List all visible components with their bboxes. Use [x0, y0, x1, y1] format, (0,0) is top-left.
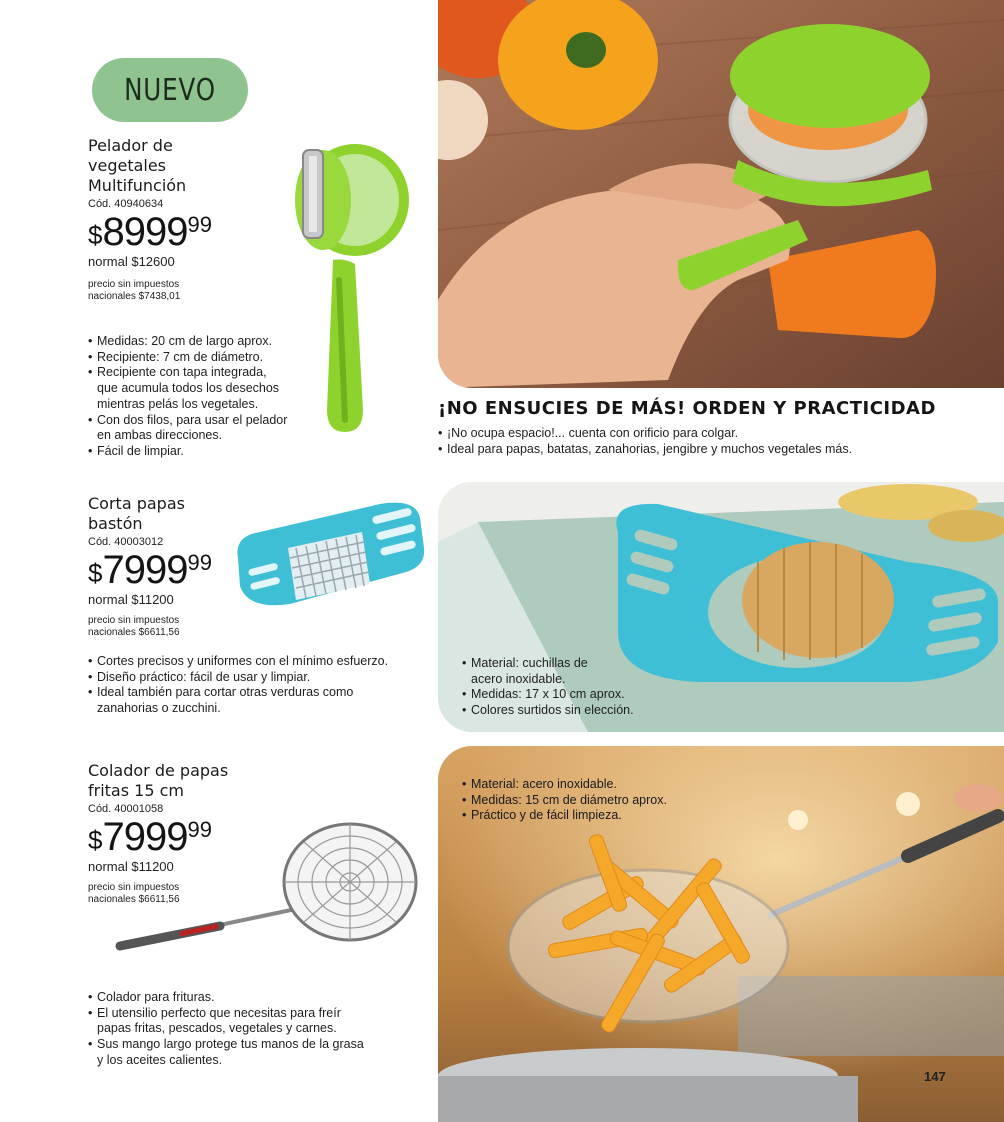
strainer-product-image: [100, 822, 420, 962]
list-item: • Colador para frituras.: [88, 990, 418, 1006]
list-item: • El utensilio perfecto que necesitas para freír papas fritas, pescados, vegetales y carnes.: [88, 1006, 418, 1037]
peeler-photo-illustration: [438, 0, 1004, 388]
product-price: $ 7999 99: [88, 548, 212, 592]
list-item: • Diseño práctico: fácil de usar y limpiar.: [88, 670, 418, 686]
product-title: Colador de papas fritas 15 cm: [88, 761, 229, 800]
product-strainer-bullets: [88, 990, 418, 1069]
list-item: • Sus mango largo protege tus manos de la grasa y los aceites calientes.: [88, 1037, 418, 1068]
product-price: $ 8999 99: [88, 210, 212, 254]
normal-price: normal $12600: [88, 254, 175, 269]
product-title: Corta papas bastón: [88, 494, 185, 533]
page-number: 147: [924, 1069, 946, 1084]
list-item: • Medidas: 20 cm de largo aprox.: [88, 334, 328, 350]
list-item: • Colores surtidos sin elección.: [462, 703, 692, 719]
list-item: • ¡No ocupa espacio!... cuenta con orificio para colgar.: [438, 426, 998, 442]
normal-price: normal $11200: [88, 859, 174, 874]
product-code: Cód. 40003012: [88, 536, 164, 548]
strainer-photo-bullets: [462, 777, 762, 824]
tax-note: precio sin impuestos nacionales $6611,56: [88, 615, 180, 638]
nuevo-badge-label: NUEVO: [124, 72, 216, 108]
list-item: • Ideal para papas, batatas, zanahorias, jengibre y muchos vegetales más.: [438, 442, 998, 458]
nuevo-badge: [92, 58, 248, 122]
cutter-photo-bullets: [462, 656, 692, 719]
list-item: • Recipiente: 7 cm de diámetro.: [88, 350, 328, 366]
list-item: • Medidas: 17 x 10 cm aprox.: [462, 687, 692, 703]
list-item: • Fácil de limpiar.: [88, 444, 328, 460]
normal-price: normal $11200: [88, 592, 174, 607]
tax-note: precio sin impuestos nacionales $6611,56: [88, 882, 180, 905]
product-code: Cód. 40940634: [88, 198, 164, 210]
product-price: $ 7999 99: [88, 815, 212, 859]
list-item: • Material: cuchillas de acero inoxidable.: [462, 656, 692, 687]
list-item: • Ideal también para cortar otras verduras como zanahorias o zucchini.: [88, 685, 418, 716]
peeler-section-bullets: [438, 426, 998, 457]
list-item: • Cortes precisos y uniformes con el mínimo esfuerzo.: [88, 654, 418, 670]
product-peeler: [88, 136, 288, 303]
peeler-lifestyle-photo: [438, 0, 1004, 388]
list-item: • Con dos filos, para usar el pelador en ambas direcciones.: [88, 413, 328, 444]
list-item: • Medidas: 15 cm de diámetro aprox.: [462, 793, 762, 809]
product-title: Pelador de vegetales Multifunción: [88, 136, 187, 195]
cutter-product-image: [230, 496, 426, 612]
list-item: • Práctico y de fácil limpieza.: [462, 808, 762, 824]
peeler-product-image: [285, 140, 415, 440]
peeler-section-headline: ¡NO ENSUCIES DE MÁS! ORDEN Y PRACTICIDAD: [438, 398, 936, 419]
list-item: • Recipiente con tapa integrada, que acumula todos los desechos mientras pelás los vegetales.: [88, 365, 328, 412]
list-item: • Material: acero inoxidable.: [462, 777, 762, 793]
product-code: Cód. 40001058: [88, 803, 164, 815]
tax-note: precio sin impuestos nacionales $7438,01: [88, 279, 181, 302]
product-cutter-bullets: [88, 654, 418, 717]
